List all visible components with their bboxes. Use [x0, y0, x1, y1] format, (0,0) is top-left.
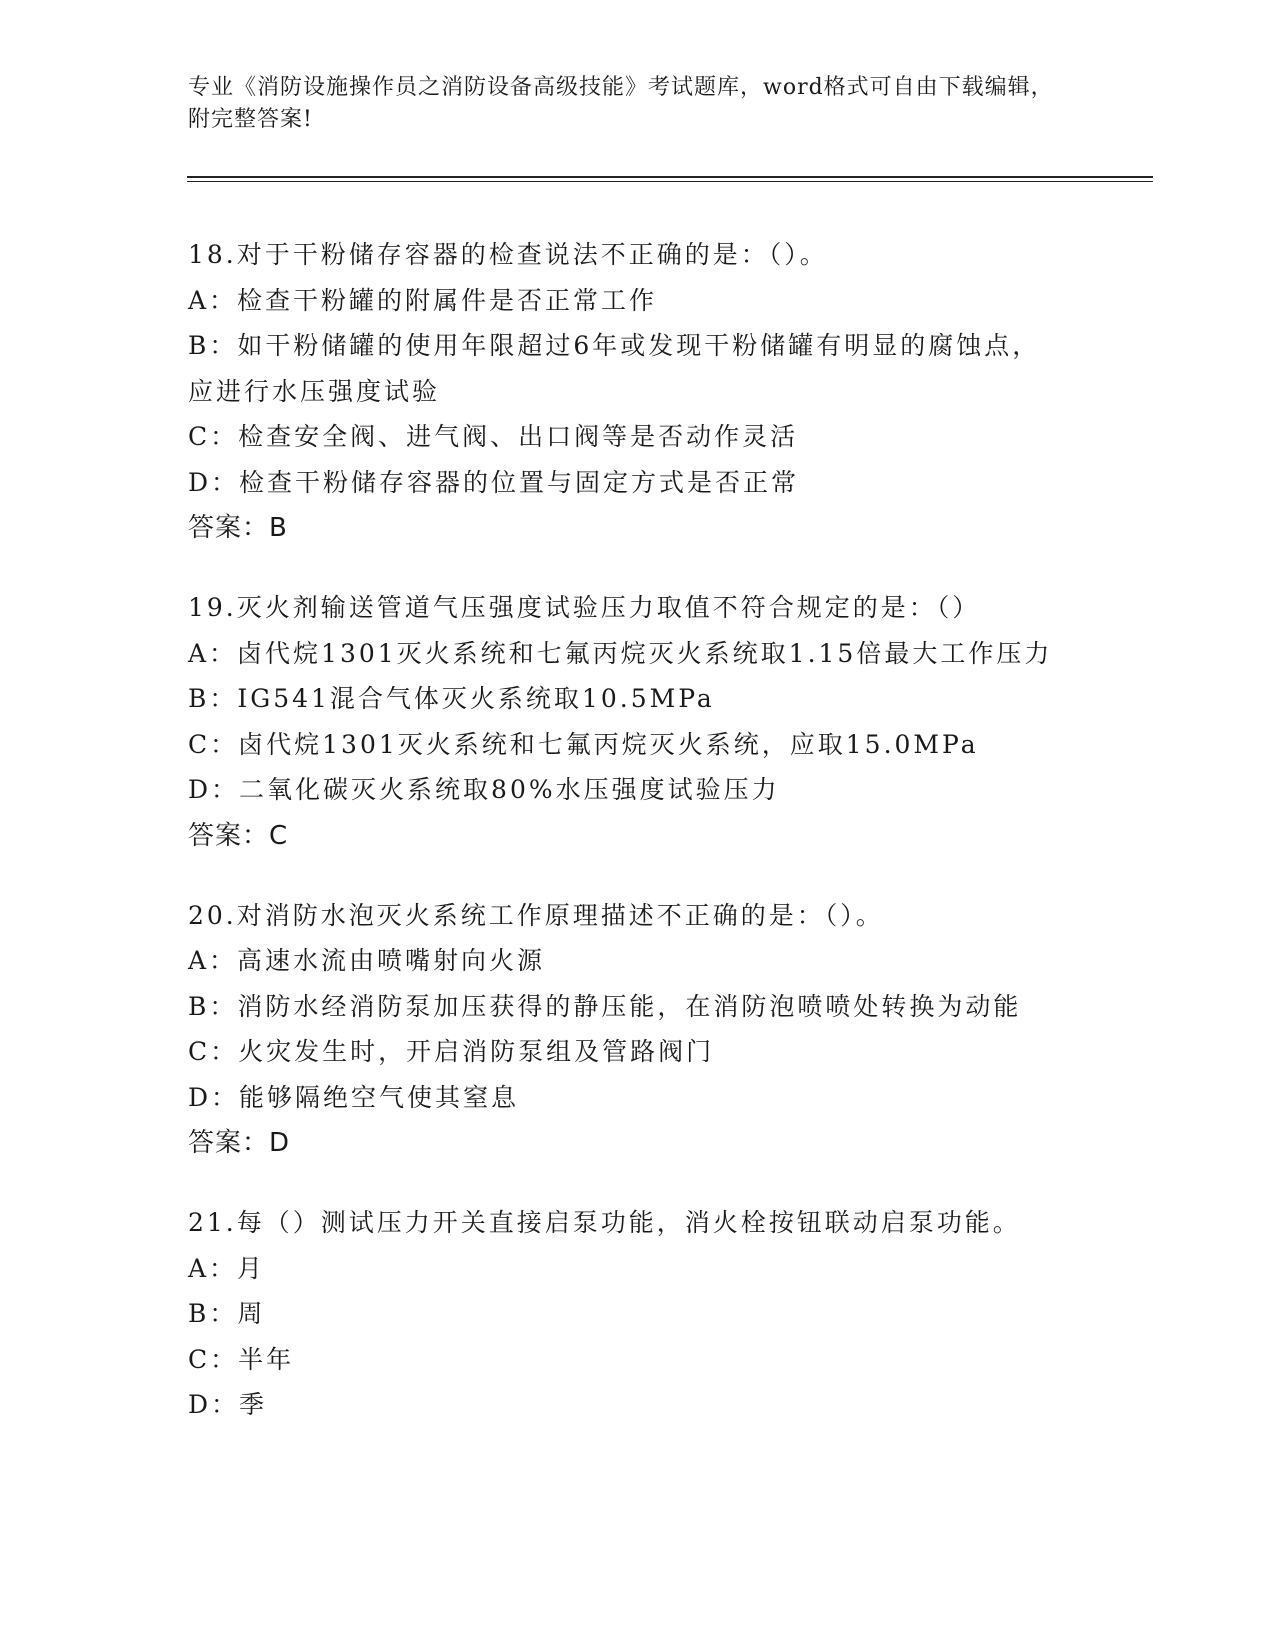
option-a: A：月: [188, 1253, 266, 1283]
question-19: [188, 585, 1148, 859]
question-stem: 18.对于干粉储存容器的检查说法不正确的是：（）。: [188, 240, 828, 269]
header-text: 专业《消防设施操作员之消防设备高级技能》考试题库，word格式可自由下载编辑，附完整答案!: [188, 75, 1054, 132]
question-stem: 19.灭火剂输送管道气压强度试验压力取值不符合规定的是：（）: [188, 593, 981, 622]
question-list: [188, 232, 1148, 1462]
question-stem: 21.每（）测试压力开关直接启泵功能，消火栓按钮联动启泵功能。: [188, 1208, 1021, 1237]
document-header: [188, 72, 1068, 136]
answer: 答案：C: [188, 820, 289, 851]
option-c: C：卤代烷1301灭火系统和七氟丙烷灭火系统，应取15.0MPa: [188, 729, 979, 759]
option-c: C：火灾发生时，开启消防泵组及管路阀门: [188, 1037, 715, 1066]
option-b: B：周: [188, 1299, 266, 1328]
header-divider-thin: [187, 181, 1153, 182]
option-d: D：检查干粉储存容器的位置与固定方式是否正常: [188, 467, 800, 497]
option-b: B：消防水经消防泵加压获得的静压能，在消防泡喷喷处转换为动能: [188, 991, 1022, 1021]
header-divider-thick: [187, 176, 1153, 178]
option-a: A：卤代烷1301灭火系统和七氟丙烷灭火系统取1.15倍最大工作压力: [188, 638, 1053, 668]
option-b-continued: 应进行水压强度试验: [188, 376, 441, 406]
answer: 答案：B: [188, 513, 288, 543]
option-d: D：二氧化碳灭火系统取80%水压强度试验压力: [188, 775, 780, 804]
answer: 答案：D: [188, 1128, 291, 1158]
option-a: A：高速水流由喷嘴射向火源: [188, 946, 546, 975]
question-21: [188, 1200, 1148, 1428]
question-20: [188, 893, 1148, 1167]
question-stem: 20.对消防水泡灭火系统工作原理描述不正确的是：（）。: [188, 900, 884, 930]
option-b: B：如干粉储罐的使用年限超过6年或发现干粉储罐有明显的腐蚀点，: [188, 331, 1041, 360]
question-18: [188, 232, 1148, 551]
option-c: C：检查安全阀、进气阀、出口阀等是否动作灵活: [188, 422, 799, 451]
option-b: B：IG541混合气体灭火系统取10.5MPa: [188, 684, 715, 713]
option-d: D：能够隔绝空气使其窒息: [188, 1082, 520, 1112]
option-a: A：检查干粉罐的附属件是否正常工作: [188, 285, 658, 315]
option-c: C：半年: [188, 1344, 295, 1374]
option-d: D：季: [188, 1390, 268, 1419]
